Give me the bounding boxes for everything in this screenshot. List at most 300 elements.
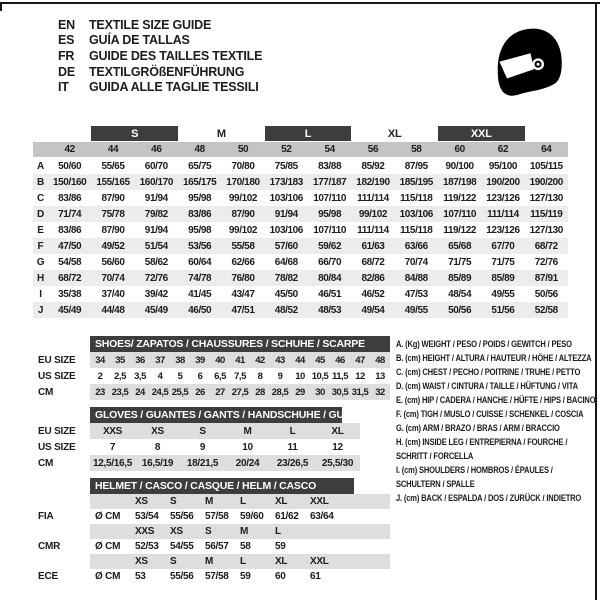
helmet-size-cell: XS <box>170 526 183 537</box>
measure-cell: 165/175 <box>182 176 217 188</box>
helmet-value-cell: 56/57 <box>205 541 229 552</box>
measure-cell: 60/70 <box>144 160 168 172</box>
helmet-standard-label: CMR <box>38 541 61 552</box>
measure-cell: 60/64 <box>188 256 212 268</box>
shoes-size-cell: 5 <box>177 370 183 382</box>
measure-cell: 160/170 <box>139 176 173 188</box>
measure-cell: 70/74 <box>404 256 428 268</box>
size-header-cell: 46 <box>151 144 162 155</box>
measure-cell: 72/76 <box>144 272 168 284</box>
measure-cell: 51/54 <box>144 240 168 252</box>
measure-cell: 150/160 <box>52 176 87 188</box>
gloves-size-cell: 25,5/30 <box>321 457 354 469</box>
shoes-row-label: EU SIZE <box>38 354 76 366</box>
language-code: DE <box>58 64 75 79</box>
helmet-standard-label: ECE <box>38 571 58 582</box>
diameter-unit: Ø CM <box>95 511 121 522</box>
helmet-size-cell: XL <box>275 556 288 567</box>
gloves-size-cell: 18/21,5 <box>186 457 219 469</box>
size-header-cell: 62 <box>497 144 509 155</box>
measure-cell: 68/72 <box>58 272 82 284</box>
measure-row <box>33 222 568 238</box>
measure-cell: 115/119 <box>530 208 563 220</box>
measure-cell: 83/86 <box>188 208 212 220</box>
shoes-size-cell: 37 <box>155 354 165 366</box>
measure-cell: 95/98 <box>188 192 212 204</box>
measure-cell: 119/122 <box>443 192 477 204</box>
helmet-value-row <box>33 539 390 554</box>
gloves-row-label: EU SIZE <box>38 425 76 437</box>
size-group-label-s: S <box>91 126 178 141</box>
language-row <box>58 48 262 64</box>
gloves-size-cell: 8 <box>154 441 161 453</box>
language-title: TEXTILGRÖßENFÜHRUNG <box>89 64 245 79</box>
measure-cell: 55/65 <box>101 160 125 172</box>
legend-line: C. (cm) CHEST / PECHO / POITRINE / TRUHE / PETTO <box>396 367 581 377</box>
shoes-row <box>33 384 390 400</box>
measure-cell: 37/40 <box>101 288 125 300</box>
measure-cell: 182/190 <box>356 176 390 188</box>
measure-cell: 50/56 <box>448 304 472 316</box>
gloves-size-cell: 7 <box>109 441 116 453</box>
helmet-size-cell: S <box>170 496 177 507</box>
page-border-right <box>595 2 597 600</box>
measure-row-label: F <box>37 240 44 252</box>
measure-cell: 49/55 <box>404 304 428 316</box>
measure-cell: 79/82 <box>144 208 168 220</box>
size-group-label-xxl: XXL <box>438 126 525 141</box>
size-header-cell: 48 <box>194 144 205 155</box>
shoes-size-cell: 30,5 <box>331 386 349 398</box>
shoes-size-cell: 13 <box>375 370 385 382</box>
shoes-size-cell: 31,5 <box>351 386 369 398</box>
helmet-size-cell: XS <box>135 556 148 567</box>
helmet-value-cell: 54/55 <box>170 541 194 552</box>
helmet-size-row <box>33 494 390 509</box>
measure-cell: 48/53 <box>318 304 342 316</box>
measure-cell: 49/54 <box>361 304 385 316</box>
measure-cell: 91/94 <box>144 192 168 204</box>
measure-cell: 103/106 <box>269 224 303 236</box>
measure-row <box>33 302 568 318</box>
size-header-cell: 56 <box>367 144 379 155</box>
measure-cell: 59/62 <box>318 240 342 252</box>
size-group-label-l: L <box>265 126 352 141</box>
measure-cell: 48/54 <box>448 288 472 300</box>
measure-cell: 74/78 <box>188 272 212 284</box>
legend-line: SCHRITT / FORCELLA <box>396 451 474 461</box>
measure-cell: 90/100 <box>445 160 474 172</box>
measure-row <box>33 190 568 206</box>
shoes-rows <box>33 352 390 400</box>
measure-cell: 119/122 <box>443 224 477 236</box>
measure-cell: 65/75 <box>188 160 212 172</box>
measure-rows <box>33 158 568 318</box>
measure-row-label: C <box>36 192 45 204</box>
helmet-size-cell: XL <box>275 496 288 507</box>
shoes-size-cell: 24,5 <box>151 386 169 398</box>
helmet-value-cell: 55/56 <box>170 511 194 522</box>
measure-cell: 115/118 <box>400 192 433 204</box>
gloves-size-cell: L <box>289 425 296 437</box>
textile-size-table <box>33 126 568 318</box>
measure-cell: 65/68 <box>448 240 472 252</box>
helmet-value-row <box>33 569 390 584</box>
gloves-row <box>33 439 363 455</box>
helmet-size-row <box>33 524 390 539</box>
measure-cell: 170/180 <box>226 176 260 188</box>
shoes-size-cell: 43 <box>275 354 285 366</box>
measure-row-label: G <box>36 256 45 268</box>
measure-cell: 111/114 <box>487 208 519 220</box>
measure-cell: 123/126 <box>486 224 520 236</box>
gloves-size-cell: 23/26,5 <box>276 457 309 469</box>
measure-row-label: I <box>39 288 42 300</box>
size-group-row <box>33 126 568 141</box>
measure-cell: 45/50 <box>274 288 298 300</box>
measure-cell: 57/60 <box>274 240 298 252</box>
shoes-size-cell: 2,5 <box>114 370 126 382</box>
gloves-size-cell: S <box>199 425 206 437</box>
measure-cell: 155/165 <box>96 176 130 188</box>
measure-cell: 63/66 <box>404 240 428 252</box>
helmet-size-table <box>33 478 390 584</box>
language-row <box>58 33 262 49</box>
legend-line: G. (cm) ARM / BRAZO / BRAS / ARM / BRACCIO <box>396 423 560 433</box>
measure-cell: 35/38 <box>58 288 82 300</box>
shoes-size-cell: 23 <box>95 386 105 398</box>
language-code: IT <box>58 80 69 95</box>
diameter-unit: Ø CM <box>95 571 121 582</box>
helmet-size-cell: M <box>205 496 214 507</box>
shoes-size-cell: 26 <box>195 386 205 398</box>
measure-cell: 48/52 <box>274 304 298 316</box>
measure-cell: 127/130 <box>529 192 563 204</box>
gloves-size-cell: 20/24 <box>235 457 260 469</box>
legend-line: I. (cm) SHOULDERS / HOMBROS / ÉPAULES / <box>396 465 553 475</box>
measure-cell: 83/88 <box>318 160 342 172</box>
gloves-row <box>33 423 363 439</box>
measure-row <box>33 270 568 286</box>
helmet-standard-block <box>33 524 390 554</box>
gloves-size-cell: 12 <box>332 441 343 453</box>
helmet-value-cell: 61/62 <box>275 511 299 522</box>
measure-cell: 43/47 <box>231 288 255 300</box>
shoes-size-cell: 12 <box>355 370 365 382</box>
shoes-size-cell: 29 <box>295 386 305 398</box>
helmet-value-cell: 53 <box>135 571 146 582</box>
racing-helmet-icon <box>486 14 570 106</box>
measure-cell: 190/200 <box>529 176 563 188</box>
shoes-size-cell: 23,5 <box>111 386 129 398</box>
measure-cell: 95/100 <box>488 160 518 172</box>
measure-cell: 71/75 <box>448 256 472 268</box>
shoes-size-cell: 27 <box>215 386 225 398</box>
measure-cell: 87/90 <box>101 192 125 204</box>
helmet-size-cell: XXS <box>135 526 155 537</box>
shoes-size-cell: 28,5 <box>271 386 289 398</box>
measure-cell: 185/195 <box>399 176 433 188</box>
language-code: FR <box>58 48 75 63</box>
shoes-size-cell: 39 <box>195 354 205 366</box>
shoes-size-cell: 11,5 <box>332 370 348 382</box>
size-header-cell: 44 <box>107 144 119 155</box>
measure-cell: 47/50 <box>58 240 82 252</box>
shoes-size-cell: 10,5 <box>311 370 329 382</box>
legend-line: E. (cm) HIP / CADERA / HANCHE / HÜFTE / HIPS / BACINO <box>396 395 596 405</box>
measure-cell: 66/70 <box>318 256 342 268</box>
measure-cell: 103/106 <box>269 192 303 204</box>
measure-cell: 49/52 <box>101 240 125 252</box>
measure-cell: 85/92 <box>361 160 385 172</box>
gloves-size-cell: XS <box>151 425 164 437</box>
language-title: GUÍA DE TALLAS <box>89 33 190 48</box>
size-header-cell: 60 <box>454 144 465 155</box>
measure-row-label: H <box>36 272 45 284</box>
shoes-size-cell: 6 <box>197 370 203 382</box>
measure-row <box>33 158 568 174</box>
legend-line: H. (cm) INSIDE LEG / ENTREPIERNA / FOURCHE / <box>396 437 568 447</box>
language-code: EN <box>58 17 75 32</box>
language-title: GUIDA ALLE TAGLIE TESSILI <box>89 80 259 95</box>
measure-cell: 46/50 <box>188 304 212 316</box>
shoes-size-cell: 7,5 <box>234 370 246 382</box>
measure-cell: 47/51 <box>231 304 255 316</box>
measure-cell: 67/70 <box>491 240 515 252</box>
helmet-value-cell: 61 <box>310 571 321 582</box>
shoes-size-cell: 40 <box>215 354 225 366</box>
measure-cell: 190/200 <box>486 176 520 188</box>
size-header-cell: 64 <box>541 144 552 155</box>
measure-cell: 83/86 <box>58 192 82 204</box>
shoes-size-cell: 36 <box>135 354 145 366</box>
legend-line: F. (cm) TIGH / MUSLO / CUISSE / SCHENKEL / COSCIA <box>396 409 584 419</box>
language-row <box>58 64 262 80</box>
measure-cell: 87/95 <box>404 160 428 172</box>
size-header-cell: 58 <box>411 144 422 155</box>
language-title: GUIDE DES TAILLES TEXTILE <box>89 48 263 63</box>
shoes-size-cell: 9 <box>277 370 283 382</box>
measure-cell: 47/53 <box>404 288 428 300</box>
shoes-size-cell: 38 <box>175 354 185 366</box>
size-group-label-m: M <box>216 127 226 140</box>
helmet-size-cell: XXL <box>310 556 329 567</box>
measure-cell: 123/126 <box>486 192 520 204</box>
helmet-size-cell: M <box>240 526 249 537</box>
helmet-size-cell: L <box>275 526 281 537</box>
measure-cell: 105/115 <box>529 160 563 172</box>
measure-cell: 82/86 <box>361 272 385 284</box>
measure-cell: 56/60 <box>101 256 125 268</box>
shoes-size-cell: 44 <box>295 354 305 366</box>
helmet-value-cell: 59 <box>240 571 251 582</box>
gloves-size-cell: 10 <box>242 441 253 453</box>
measure-row <box>33 206 568 222</box>
measure-cell: 95/98 <box>188 224 212 236</box>
helmet-value-cell: 58 <box>240 541 251 552</box>
shoes-size-cell: 10 <box>295 370 305 382</box>
measure-cell: 58/62 <box>144 256 168 268</box>
helmet-standard-label: FIA <box>38 511 54 522</box>
gloves-title-bar: GLOVES / GUANTES / GANTS / HANDSCHUHE / GUANTI <box>90 407 342 423</box>
size-header-cell: 52 <box>281 144 292 155</box>
measure-cell: 50/60 <box>58 160 82 172</box>
measure-row-label: D <box>36 208 45 220</box>
measure-cell: 64/68 <box>274 256 298 268</box>
shoes-size-cell: 25,5 <box>171 386 189 398</box>
shoes-size-cell: 24 <box>135 386 145 398</box>
measure-row-label: A <box>36 160 45 172</box>
measure-cell: 91/94 <box>144 224 168 236</box>
helmet-size-cell: S <box>205 526 212 537</box>
shoes-size-cell: 6,5 <box>214 370 226 382</box>
legend-line: D. (cm) WAIST / CINTURA / TAILLE / HÜFTUNG / VITA <box>396 381 578 391</box>
gloves-size-cell: 9 <box>199 441 206 453</box>
measure-cell: 44/48 <box>101 304 125 316</box>
measure-cell: 68/72 <box>361 256 385 268</box>
shoes-size-cell: 3,5 <box>134 370 146 382</box>
measure-cell: 45/49 <box>58 304 82 316</box>
measure-cell: 61/63 <box>361 240 385 252</box>
measure-cell: 127/130 <box>529 224 563 236</box>
gloves-size-cell: 16,5/19 <box>141 457 174 469</box>
measure-cell: 87/90 <box>101 224 125 236</box>
shoes-size-cell: 42 <box>255 354 265 366</box>
gloves-size-cell: 12,5/16,5 <box>92 457 132 469</box>
helmet-standards <box>33 494 390 584</box>
shoes-row <box>33 352 390 368</box>
page-border-left-stub <box>0 2 2 11</box>
shoes-size-cell: 41 <box>235 354 245 366</box>
shoes-size-cell: 4 <box>157 370 163 382</box>
helmet-size-cell: XS <box>135 496 148 507</box>
helmet-size-cell: L <box>240 556 246 567</box>
language-row <box>58 17 262 33</box>
shoes-size-cell: 28 <box>255 386 265 398</box>
measure-cell: 99/102 <box>228 192 258 204</box>
gloves-size-cell: XL <box>331 425 344 437</box>
measure-cell: 52/58 <box>534 304 558 316</box>
helmet-value-cell: 55/56 <box>170 571 194 582</box>
measure-cell: 45/49 <box>144 304 168 316</box>
measure-cell: 39/42 <box>144 288 168 300</box>
legend-line: SCHULTERN / SPALLE <box>396 479 475 489</box>
diameter-unit: Ø CM <box>95 541 121 552</box>
legend-line: A. (Kg) WEIGHT / PESO / POIDS / GEWITCH / PESO <box>396 339 572 349</box>
helmet-value-cell: 53/54 <box>135 511 159 522</box>
measure-cell: 115/118 <box>400 224 433 236</box>
language-row <box>58 79 262 95</box>
helmet-standard-block <box>33 494 390 524</box>
measure-row <box>33 238 568 254</box>
helmet-value-cell: 59 <box>275 541 286 552</box>
measure-cell: 111/114 <box>357 192 389 204</box>
measure-row <box>33 174 568 190</box>
helmet-size-row <box>33 554 390 569</box>
measure-cell: 46/51 <box>318 288 342 300</box>
measure-cell: 107/110 <box>443 208 477 220</box>
measure-cell: 99/102 <box>228 224 258 236</box>
shoes-size-cell: 27,5 <box>231 386 249 398</box>
measure-cell: 173/183 <box>269 176 303 188</box>
legend-line: B. (cm) HEIGHT / ALTURA / HAUTEUR / HÖHE / ALTEZZA <box>396 353 592 363</box>
helmet-size-cell: S <box>170 556 177 567</box>
measure-cell: 68/72 <box>534 240 558 252</box>
measure-cell: 87/91 <box>534 272 558 284</box>
measure-cell: 87/90 <box>231 208 255 220</box>
helmet-size-cell: L <box>240 496 246 507</box>
measure-cell: 75/78 <box>101 208 125 220</box>
measure-cell: 70/80 <box>231 160 255 172</box>
measure-row-label: J <box>37 304 44 316</box>
gloves-row-label: US SIZE <box>38 441 76 453</box>
measure-cell: 50/56 <box>534 288 558 300</box>
measure-cell: 107/110 <box>313 192 347 204</box>
size-header-cell: 42 <box>64 144 75 155</box>
shoes-table <box>33 336 390 400</box>
size-header-cell: 50 <box>237 144 249 155</box>
gloves-row-label: CM <box>38 457 54 469</box>
shoes-size-cell: 46 <box>335 354 345 366</box>
helmet-value-row <box>33 509 390 524</box>
measure-cell: 62/66 <box>231 256 255 268</box>
measure-cell: 85/89 <box>448 272 472 284</box>
measure-cell: 71/75 <box>491 256 515 268</box>
measure-cell: 78/82 <box>274 272 298 284</box>
shoes-size-cell: 32 <box>375 386 385 398</box>
measure-cell: 51/56 <box>491 304 515 316</box>
measure-cell: 46/52 <box>361 288 385 300</box>
shoes-size-cell: 48 <box>375 354 385 366</box>
gloves-size-cell: XXS <box>102 425 123 437</box>
measure-cell: 177/187 <box>312 176 347 188</box>
gloves-size-cell: 11 <box>287 441 298 453</box>
shoes-row-label: US SIZE <box>38 370 76 382</box>
size-header-cell: 54 <box>324 144 335 155</box>
shoes-row-label: CM <box>38 386 54 398</box>
shoes-size-cell: 35 <box>115 354 125 366</box>
shoes-row <box>33 368 390 384</box>
measure-row <box>33 254 568 270</box>
measure-cell: 85/89 <box>491 272 515 284</box>
legend-line: J. (cm) BACK / ESPALDA / DOS / ZURÜCK / INDIETRO <box>396 493 582 503</box>
shoes-size-cell: 47 <box>355 354 365 366</box>
shoes-size-cell: 34 <box>95 354 105 366</box>
language-title: TEXTILE SIZE GUIDE <box>89 17 212 32</box>
shoes-size-cell: 8 <box>257 370 263 382</box>
measure-cell: 49/55 <box>491 288 515 300</box>
helmet-standard-block <box>33 554 390 584</box>
measure-row-label: E <box>37 224 44 236</box>
helmet-value-cell: 63/64 <box>310 511 334 522</box>
helmet-value-cell: 60 <box>275 571 286 582</box>
language-code: ES <box>58 33 75 48</box>
helmet-size-cell: M <box>205 556 214 567</box>
measure-cell: 41/45 <box>188 288 212 300</box>
page-border-top <box>0 2 600 4</box>
measure-cell: 99/102 <box>358 208 388 220</box>
measure-cell: 70/74 <box>101 272 125 284</box>
gloves-row <box>33 455 363 471</box>
measure-row <box>33 286 568 302</box>
measure-cell: 107/110 <box>313 224 347 236</box>
helmet-value-cell: 57/58 <box>205 571 229 582</box>
measure-cell: 84/88 <box>404 272 428 284</box>
helmet-title-bar: HELMET / CASCO / CASQUE / HELM / CASCO <box>90 478 354 494</box>
measurement-legend <box>396 337 595 505</box>
measure-cell: 187/198 <box>442 176 477 188</box>
measure-cell: 75/85 <box>274 160 298 172</box>
